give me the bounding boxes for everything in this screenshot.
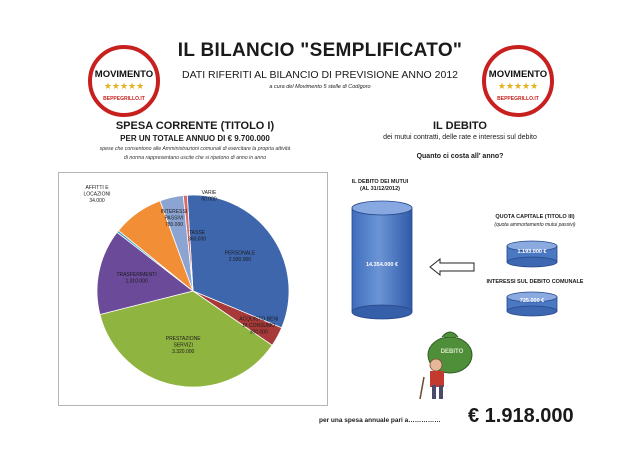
quota-label: QUOTA CAPITALE (TITOLO III) bbox=[495, 214, 575, 220]
pie-category-label-2: SERVIZI bbox=[173, 342, 193, 349]
spesa-total: PER UN TOTALE ANNUO DI € 9.700.000 bbox=[120, 134, 270, 143]
pie-category-label-4: LOCAZIONI bbox=[83, 191, 111, 198]
left-arrow-icon bbox=[428, 257, 478, 277]
pie-value-label-7: 60.000 bbox=[201, 196, 217, 203]
man-with-debt-sack-illustration bbox=[412, 325, 484, 401]
pie-category-label-2: PRESTAZIONE bbox=[165, 335, 201, 342]
logo-stars: ★★★★★ bbox=[103, 82, 145, 92]
debt-value: 14.354.000 € bbox=[365, 262, 399, 268]
spesa-title: SPESA CORRENTE (TITOLO I) bbox=[115, 120, 275, 132]
pie-category-label-4: AFFITTI E bbox=[85, 185, 109, 191]
spesa-note-2: di norma rappresentano uscite che si ripetono di anno in anno bbox=[123, 155, 267, 161]
pie-category-label-5: PASSIVI bbox=[164, 215, 184, 222]
logo-stars: ★★★★★ bbox=[497, 82, 539, 92]
page-credit: a cura del Movimento 5 stelle di Codigoro bbox=[269, 84, 371, 90]
pie-category-label-3: TRASFERIMENTI bbox=[116, 272, 157, 279]
pie-value-label-6: 360.000 bbox=[187, 236, 207, 243]
debt-label-1: IL DEBITO DEI MUTUI bbox=[351, 179, 409, 185]
page-title: IL BILANCIO "SEMPLIFICATO" bbox=[177, 40, 463, 61]
pie-category-label-7: VARIE bbox=[201, 190, 217, 196]
pie-category-label-0: PERSONALE bbox=[224, 250, 256, 257]
spesa-note-1: spese che consentono alle Amministrazioni comunali di esercitare la propria attività bbox=[99, 146, 291, 152]
interessi-value: 725.000 € bbox=[519, 298, 545, 304]
logo-site: BEPPEGRILLO.IT bbox=[103, 96, 145, 102]
pie-category-label-6: TASSE bbox=[188, 230, 206, 236]
interessi-label: INTERESSI SUL DEBITO COMUNALE bbox=[486, 279, 584, 285]
logo-word: MOVIMENTO bbox=[94, 69, 154, 80]
logo-site: BEPPEGRILLO.IT bbox=[497, 96, 539, 102]
debito-question: Quanto ci costa all' anno? bbox=[416, 153, 504, 160]
pie-value-label-5: 780.000 bbox=[164, 222, 184, 228]
sack-text: DEBITO bbox=[440, 349, 464, 355]
pie-value-label-3: 1.310.000 bbox=[125, 278, 148, 285]
debito-title: IL DEBITO bbox=[433, 120, 487, 132]
pie-value-label-0: 2.930.000 bbox=[228, 257, 252, 264]
quota-cylinder bbox=[505, 240, 559, 270]
footer-total: € 1.918.000 bbox=[468, 405, 574, 427]
pie-category-label-1: ACQUISTO BENI bbox=[239, 316, 279, 323]
movimento-logo-right bbox=[482, 45, 554, 117]
pie-chart-frame bbox=[58, 172, 328, 406]
debito-subtitle: dei mutui contratti, delle rate e interessi sul debito bbox=[383, 134, 537, 141]
spesa-pie-chart bbox=[59, 173, 327, 405]
pie-category-label-1: DI CONSUMO bbox=[242, 323, 276, 330]
quota-note: (quota ammortamento mutui passivi) bbox=[494, 222, 576, 228]
pie-value-label-1: 300.000 bbox=[249, 329, 268, 336]
footer-text: per una spesa annuale pari a…………… bbox=[319, 417, 441, 424]
interessi-cylinder bbox=[505, 291, 559, 321]
logo-word: MOVIMENTO bbox=[488, 69, 548, 80]
pie-value-label-4: 34.000 bbox=[89, 198, 105, 204]
pie-category-label-5: INTERESSI bbox=[160, 209, 188, 215]
page-subtitle: DATI RIFERITI AL BILANCIO DI PREVISIONE ANNO 2012 bbox=[182, 69, 458, 81]
quota-value: 1.193.000 € bbox=[517, 249, 547, 255]
debt-label-2: (AL 31/12/2012) bbox=[360, 186, 400, 192]
debt-cylinder bbox=[350, 200, 414, 320]
pie-value-label-2: 3.320.000 bbox=[172, 348, 195, 355]
